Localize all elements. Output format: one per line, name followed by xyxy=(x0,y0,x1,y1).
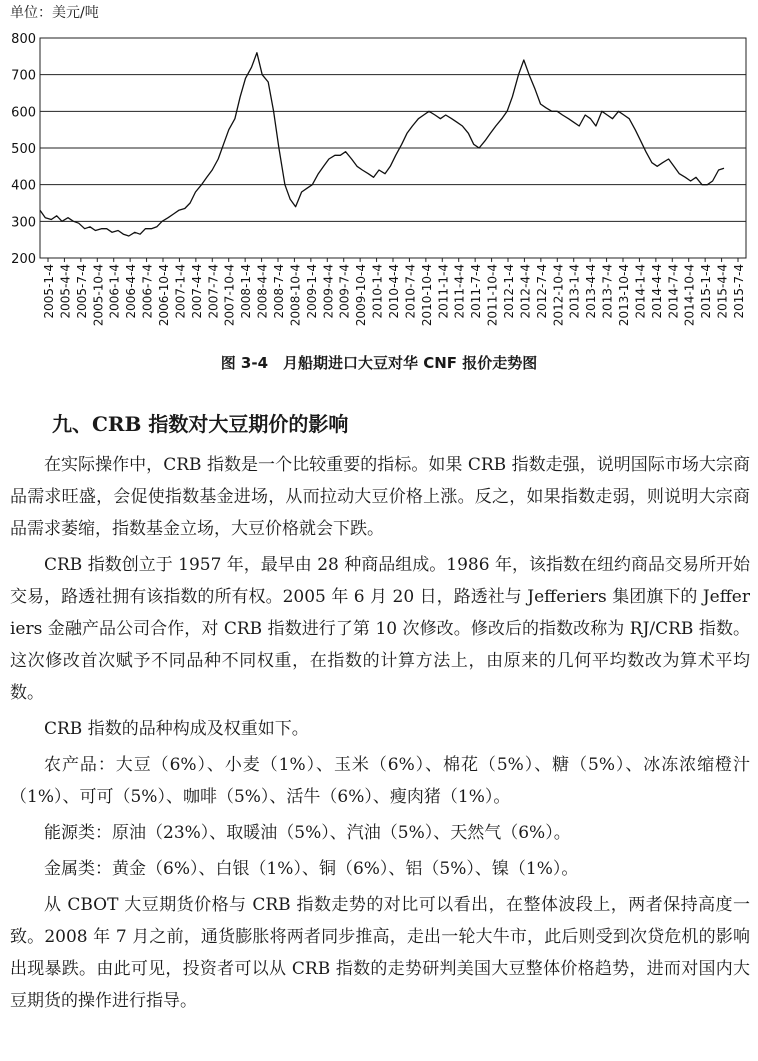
x-tick-label: 2013-10-4 xyxy=(617,264,631,327)
x-tick-label: 2006-10-4 xyxy=(157,264,171,327)
x-tick-label: 2009-7-4 xyxy=(337,264,352,319)
x-tick-label: 2008-4-4 xyxy=(255,264,270,319)
x-tick-label: 2013-1-4 xyxy=(567,264,582,319)
x-tick-label: 2014-10-4 xyxy=(682,264,697,327)
chart-unit-label: 单位：美元/吨 xyxy=(10,5,99,21)
paragraph: 从 CBOT 大豆期货价格与 CRB 指数走势的对比可以看出，在整体波段上，两者保持高度一致。2008 年 7 月之前，通货膨胀将两者同步推高，走出一轮大牛市，此后则受到次贷危机的影响出现暴跌。由此可见，投资者可以从 CRB 指数的走势研判美国大豆整体价格趋势，进而对国内大豆期货的操作进行指导。 xyxy=(10,895,750,1011)
paragraph: 金属类：黄金（6%）、白银（1%）、铜（6%）、铝（5%）、镍（1%）。 xyxy=(44,859,579,879)
x-tick-label: 2010-1-4 xyxy=(370,264,385,319)
figure-caption: 图 3-4 月船期进口大豆对华 CNF 报价走势图 xyxy=(220,354,538,372)
x-tick-label: 2011-7-4 xyxy=(469,263,484,319)
x-tick-label: 2012-7-4 xyxy=(534,264,549,319)
y-tick-label: 200 xyxy=(11,252,36,267)
x-tick-label: 2009-4-4 xyxy=(321,264,336,319)
price-line-chart xyxy=(0,20,758,350)
y-tick-label: 300 xyxy=(11,215,36,231)
y-tick-label: 700 xyxy=(11,68,36,84)
x-tick-label: 2005-10-4 xyxy=(91,264,106,327)
x-tick-label: 2013-4-4 xyxy=(584,264,599,319)
x-tick-label: 2012-10-4 xyxy=(551,264,566,327)
x-tick-label: 2008-1-4 xyxy=(239,264,254,319)
y-tick-label: 800 xyxy=(11,32,36,47)
x-tick-label: 2006-7-4 xyxy=(140,264,155,319)
y-tick-label: 500 xyxy=(11,142,36,157)
section-heading: 九、CRB 指数对大豆期价的影响 xyxy=(52,412,349,436)
x-tick-label: 2014-4-4 xyxy=(649,264,664,319)
x-tick-label: 2005-1-4 xyxy=(42,264,56,319)
x-tick-label: 2007-7-4 xyxy=(206,264,221,319)
x-tick-label: 2010-7-4 xyxy=(403,264,418,319)
paragraph: 在实际操作中，CRB 指数是一个比较重要的指标。如果 CRB 指数走强，说明国际市场大宗商品需求旺盛，会促使指数基金进场，从而拉动大豆价格上涨。反之，如果指数走弱，则说明大宗商品需求萎缩，指数基金立场，大豆价格就会下跌。 xyxy=(10,455,750,539)
paragraph: 农产品：大豆（6%）、小麦（1%）、玉米（6%）、棉花（5%）、糖（5%）、冰冻浓缩橙汁（1%）、可可（5%）、咖啡（5%）、活牛（6%）、瘦肉猪（1%）。 xyxy=(10,755,750,807)
y-tick-label: 400 xyxy=(11,178,36,194)
x-tick-label: 2015-4-4 xyxy=(715,264,730,319)
body-text xyxy=(10,449,750,1021)
x-tick-label: 2014-7-4 xyxy=(666,264,681,319)
price-series-line xyxy=(40,53,724,236)
paragraph: CRB 指数创立于 1957 年，最早由 28 种商品组成。1986 年，该指数在纽约商品交易所开始交易，路透社拥有该指数的所有权。2005 年 6 月 20 日，路透社与 Jefferiers 集团旗下的 Jefferiers 金融产品公司合作，对 CRB 指数进行了第 10 次修改。修改后的指数改称为 RJ/CRB 指数。这次修改首次赋予不同品种不同权重，在指数的计算方法上，由原来的几何平均数改为算术平均数。 xyxy=(10,555,750,703)
x-tick-label: 2009-10-4 xyxy=(354,264,369,327)
x-tick-label: 2009-1-4 xyxy=(304,264,319,319)
x-tick-label: 2008-7-4 xyxy=(272,264,286,319)
x-tick-label: 2014-1-4 xyxy=(633,264,648,319)
x-tick-label: 2008-10-4 xyxy=(288,264,303,327)
x-tick-label: 2011-10-4 xyxy=(485,263,500,327)
x-tick-label: 2006-4-4 xyxy=(124,264,139,319)
x-tick-label: 2012-1-4 xyxy=(502,264,516,319)
x-tick-label: 2005-4-4 xyxy=(58,264,73,319)
x-tick-label: 2010-4-4 xyxy=(387,264,401,319)
x-tick-label: 2015-7-4 xyxy=(732,264,746,319)
y-tick-label: 600 xyxy=(11,105,36,121)
paragraph: 能源类：原油（23%）、取暖油（5%）、汽油（5%）、天然气（6%）。 xyxy=(44,823,571,843)
x-tick-label: 2007-4-4 xyxy=(189,264,204,319)
x-tick-label: 2011-1-4 xyxy=(436,264,451,319)
x-tick-label: 2010-10-4 xyxy=(419,264,434,327)
x-tick-label: 2005-7-4 xyxy=(74,264,89,319)
x-tick-label: 2013-7-4 xyxy=(600,264,615,319)
x-tick-label: 2006-1-4 xyxy=(107,264,122,319)
x-tick-label: 2007-1-4 xyxy=(173,264,188,319)
x-tick-label: 2011-4-4 xyxy=(452,264,467,319)
x-tick-label: 2007-10-4 xyxy=(222,264,237,327)
x-tick-label: 2015-1-4 xyxy=(699,264,714,319)
x-tick-label: 2012-4-4 xyxy=(518,264,533,319)
paragraph: CRB 指数的品种构成及权重如下。 xyxy=(44,719,309,739)
